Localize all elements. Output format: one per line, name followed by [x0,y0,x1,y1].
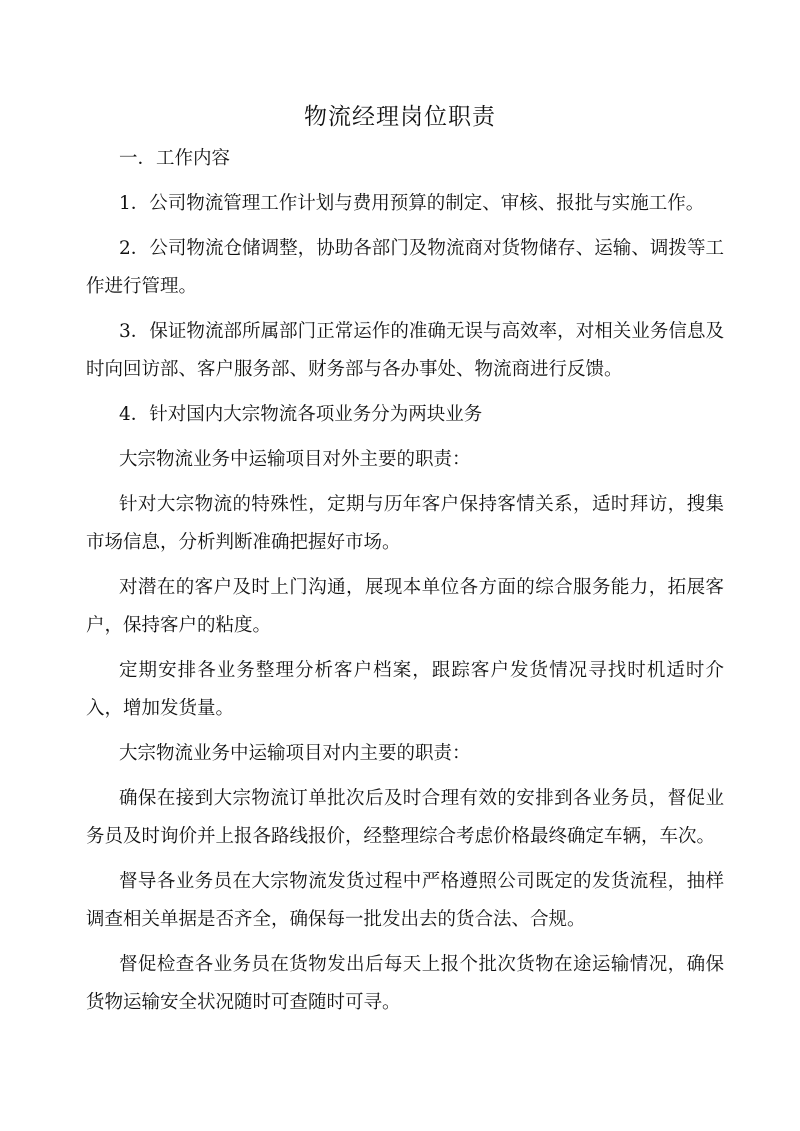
paragraph-6: 针对大宗物流的特殊性，定期与历年客户保持客情关系，适时拜访，搜集市场信息，分析判断准确把握好市场。 [86,494,724,553]
paragraph-8: 定期安排各业务整理分析客户档案，跟踪客户发货情况寻找时机适时介入，增加发货量。 [86,660,724,719]
paragraph-7: 对潜在的客户及时上门沟通，展现本单位各方面的综合服务能力，拓展客户，保持客户的粘度。 [86,577,724,636]
paragraph-10: 确保在接到大宗物流订单批次后及时合理有效的安排到各业务员，督促业务员及时询价并上报各路线报价，经整理综合考虑价格最终确定车辆，车次。 [86,788,724,847]
paragraph-5: 大宗物流业务中运输项目对外主要的职责： [119,449,471,470]
document-title: 物流经理岗位职责 [304,104,496,130]
paragraph-1: 1．公司物流管理工作计划与费用预算的制定、审核、报批与实施工作。 [119,193,705,214]
paragraph-3: 3．保证物流部所属部门正常运作的准确无误与高效率，对相关业务信息及时向回访部、客户服务部、财务部与各办事处、物流商进行反馈。 [86,321,724,380]
section-heading: 一．工作内容 [119,148,231,169]
document-body [86,140,724,1022]
paragraph-2: 2．公司物流仓储调整，协助各部门及物流商对货物储存、运输、调拨等工作进行管理。 [86,238,724,297]
paragraph-4: 4．针对国内大宗物流各项业务分为两块业务 [119,404,483,425]
paragraph-11: 督导各业务员在大宗物流发货过程中严格遵照公司既定的发货流程，抽样调查相关单据是否齐全，确保每一批发出去的货合法、合规。 [86,871,724,930]
paragraph-9: 大宗物流业务中运输项目对内主要的职责： [119,743,471,764]
paragraph-12: 督促检查各业务员在货物发出后每天上报个批次货物在途运输情况，确保货物运输安全状况随时可查随时可寻。 [86,954,724,1013]
